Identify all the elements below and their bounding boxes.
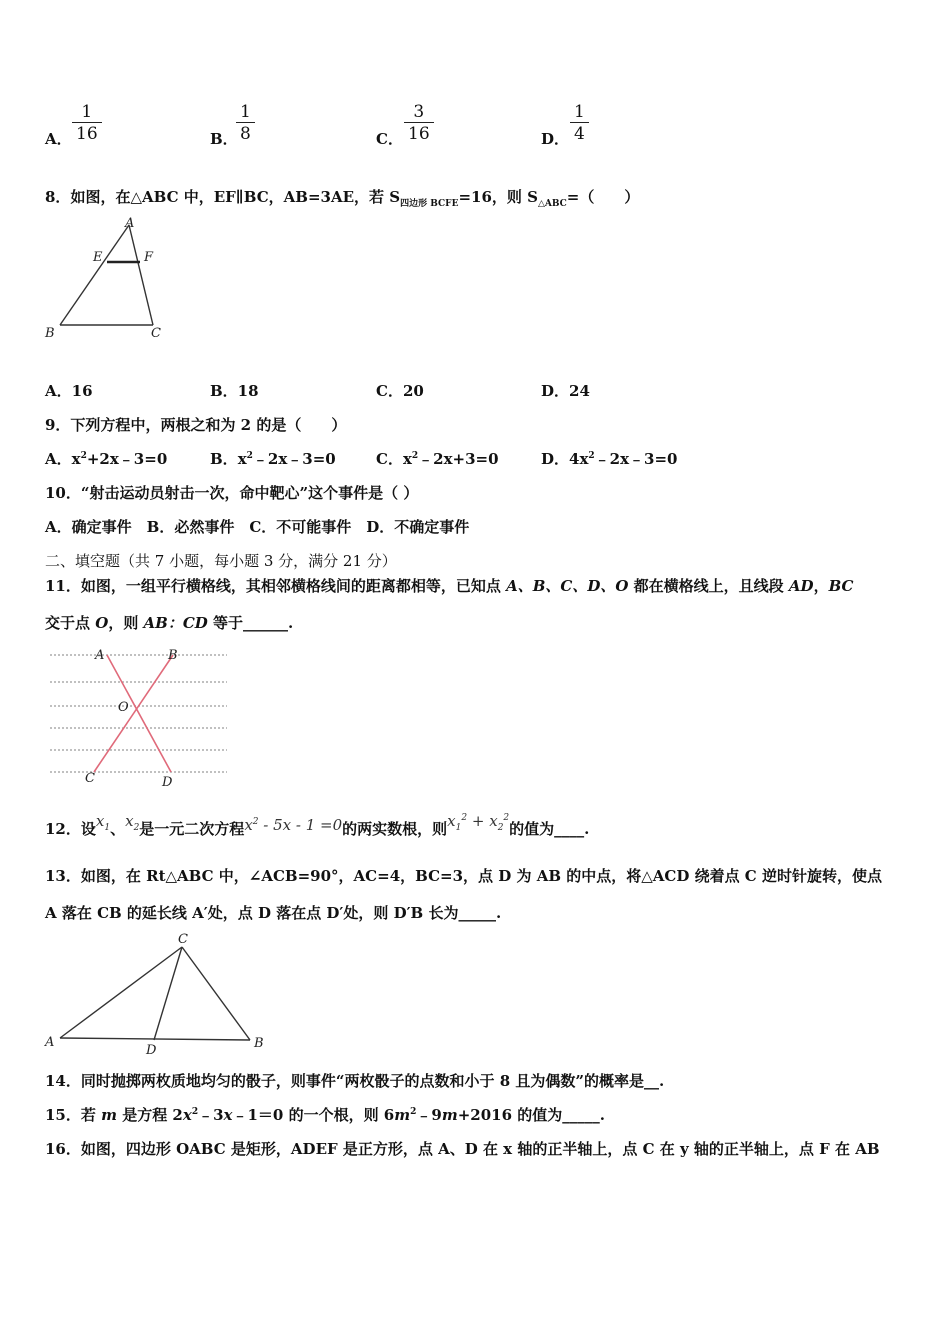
var: x	[95, 812, 105, 830]
text: ，	[813, 577, 829, 595]
equation	[244, 816, 342, 834]
rest: - 5x - 1 =0	[258, 816, 343, 834]
x2	[125, 812, 140, 833]
ratio: AB：CD	[143, 614, 208, 632]
q8-stem	[45, 186, 639, 209]
q8-option-c: C．20	[376, 382, 424, 400]
q7-option-a-fraction	[72, 102, 102, 145]
var-x: x	[182, 1106, 192, 1124]
side-bc	[182, 947, 250, 1040]
option-post: ﹣2x﹣3=0	[252, 450, 336, 468]
subscript: 1	[455, 823, 462, 833]
option-label: D．	[541, 450, 570, 468]
text: 的两实数根，则	[342, 820, 448, 838]
text: 11．如图，一组平行横格线，其相邻横格线间的距离都相等，已知点	[45, 577, 507, 595]
var: x	[447, 812, 456, 830]
q10-stem: 10．“射击运动员射击一次，命中靶心”这个事件是（ ）	[45, 484, 419, 502]
text: 12．设	[45, 820, 96, 838]
points: A、B、C、D、O	[506, 577, 629, 595]
q8-number: 8．	[45, 188, 71, 206]
text: 的值为____.	[509, 820, 590, 838]
text: 、	[110, 820, 126, 838]
q8-option-a: A．16	[45, 382, 93, 400]
exponent: 2	[410, 1107, 417, 1117]
q9-stem: 9．下列方程中，两根之和为 2 的是（ ）	[45, 416, 347, 434]
label-b: B	[45, 326, 55, 341]
label-c: C	[85, 771, 95, 786]
text: 是一元二次方程	[139, 820, 245, 838]
option-pre: x	[71, 450, 81, 468]
text: +2016 的值为_____.	[457, 1106, 605, 1124]
text: 等于______.	[207, 614, 294, 632]
q13-triangle-figure	[42, 930, 272, 1060]
label-c: C	[151, 326, 161, 341]
label-b: B	[254, 1036, 264, 1051]
option-label: B．	[210, 450, 238, 468]
q8-option-d: D．24	[541, 382, 590, 400]
exponent: 2	[411, 451, 419, 461]
q7-option-d-label: D．	[541, 130, 570, 148]
exponent: 2	[461, 813, 468, 823]
subscript: 1	[104, 823, 111, 833]
median-cd	[154, 947, 182, 1040]
q7-option-c-fraction	[404, 102, 434, 145]
exponent: 2	[503, 813, 510, 823]
exponent: 2	[80, 451, 87, 461]
label-e: E	[93, 250, 103, 265]
var: x	[489, 812, 498, 830]
q11-line2	[45, 612, 293, 633]
q12-stem	[45, 812, 590, 841]
denominator: 16	[76, 124, 98, 144]
label-d: D	[162, 775, 173, 790]
denominator: 4	[574, 124, 585, 144]
q16-stem: 16．如图，四边形 OABC 是矩形，ADEF 是正方形，点 A、D 在 x 轴的正半轴上，点 C 在 y 轴的正半轴上，点 F 在 AB	[45, 1140, 880, 1158]
label-a: A	[95, 648, 105, 663]
exponent: 2	[588, 451, 595, 461]
q9-option-b	[210, 448, 336, 469]
q8-text-b: =16，则 S	[458, 188, 538, 206]
label-d: D	[146, 1043, 157, 1058]
q7-option-c-label: C．	[376, 130, 403, 148]
label-a: A	[125, 216, 135, 231]
side-ab	[60, 1038, 250, 1040]
numerator: 1	[574, 102, 585, 122]
denominator: 8	[240, 124, 251, 144]
label-b: B	[168, 648, 178, 663]
q8-text-c: =（ ）	[566, 188, 640, 206]
segment-ad: AD	[788, 577, 814, 595]
text: ，则	[108, 614, 144, 632]
text: 15．若	[45, 1106, 102, 1124]
plus: +	[467, 812, 490, 830]
var-m: m	[441, 1106, 458, 1124]
q8-triangle-figure	[40, 215, 170, 345]
label-c: C	[178, 932, 188, 947]
label-o: O	[118, 700, 129, 715]
var-m: m	[394, 1106, 411, 1124]
option-label: A．	[45, 450, 72, 468]
section-title-fill-in: 二、填空题（共 7 小题，每小题 3 分，满分 21 分）	[45, 552, 397, 570]
q8-option-b: B．18	[210, 382, 259, 400]
numerator: 1	[240, 102, 251, 122]
q9-option-a	[45, 448, 167, 469]
option-post: +2x﹣3=0	[86, 450, 168, 468]
q11-line1	[45, 575, 853, 596]
text: ﹣3	[198, 1106, 224, 1124]
var: x	[125, 812, 134, 830]
side-ac	[60, 947, 182, 1038]
text: 都在横格线上，且线段	[628, 577, 789, 595]
q9-option-c	[376, 448, 499, 469]
option-post: ﹣2x﹣3=0	[594, 450, 678, 468]
option-pre: x	[237, 450, 247, 468]
denominator: 16	[408, 124, 430, 144]
var-m: m	[101, 1106, 117, 1124]
var-x: x	[223, 1106, 233, 1124]
q7-option-d-fraction	[570, 102, 589, 145]
x1	[95, 812, 111, 833]
q10-options: A．确定事件 B．必然事件 C．不可能事件 D．不确定事件	[45, 518, 470, 536]
text: ﹣1＝0 的一个根，则 6	[232, 1106, 395, 1124]
option-label: C．	[376, 450, 403, 468]
q8-text-a: 如图，在△ABC 中，EF∥BC，AB=3AE，若 S	[70, 188, 401, 206]
q7-option-a-label: A．	[45, 130, 72, 148]
numerator: 3	[413, 102, 425, 122]
label-f: F	[144, 250, 154, 265]
text: 交于点	[45, 614, 96, 632]
text: 是方程 2	[116, 1106, 183, 1124]
option-post: ﹣2x+3=0	[418, 450, 499, 468]
q11-parallel-lines-figure	[45, 645, 235, 790]
q15-stem	[45, 1104, 605, 1125]
q14-stem: 14．同时抛掷两枚质地均匀的骰子，则事件“两枚骰子的点数和小于 8 且为偶数”的概率是__.	[45, 1072, 665, 1090]
subscript: 2	[133, 823, 140, 833]
exponent: 2	[252, 817, 259, 827]
text: ﹣9	[416, 1106, 442, 1124]
option-pre: 4x	[569, 450, 589, 468]
q13-line2: A 落在 CB 的延长线 A′处，点 D 落在点 D′处，则 D′B 长为_____.	[45, 904, 502, 922]
subscript: 2	[497, 823, 504, 833]
q8-sub-tri: △ABC	[537, 199, 567, 209]
numerator: 1	[81, 102, 93, 122]
point-o: O	[95, 614, 109, 632]
side-ab	[60, 225, 129, 325]
exponent: 2	[246, 451, 253, 461]
q7-option-b-label: B．	[210, 130, 238, 148]
option-pre: x	[402, 450, 412, 468]
sum-of-squares	[447, 812, 510, 833]
var: x	[244, 816, 253, 834]
q9-option-d	[541, 448, 678, 469]
side-ac	[129, 225, 153, 325]
q7-option-b-fraction	[236, 102, 255, 145]
q13-line1: 13．如图，在 Rt△ABC 中，∠ACB=90°，AC=4，BC=3，点 D 为 AB 的中点，将△ACD 绕着点 C 逆时针旋转，使点	[45, 867, 882, 885]
label-a: A	[45, 1035, 55, 1050]
segment-bc: BC	[828, 577, 854, 595]
q8-sub-quad: 四边形 BCFE	[400, 199, 459, 209]
exponent: 2	[191, 1107, 199, 1117]
